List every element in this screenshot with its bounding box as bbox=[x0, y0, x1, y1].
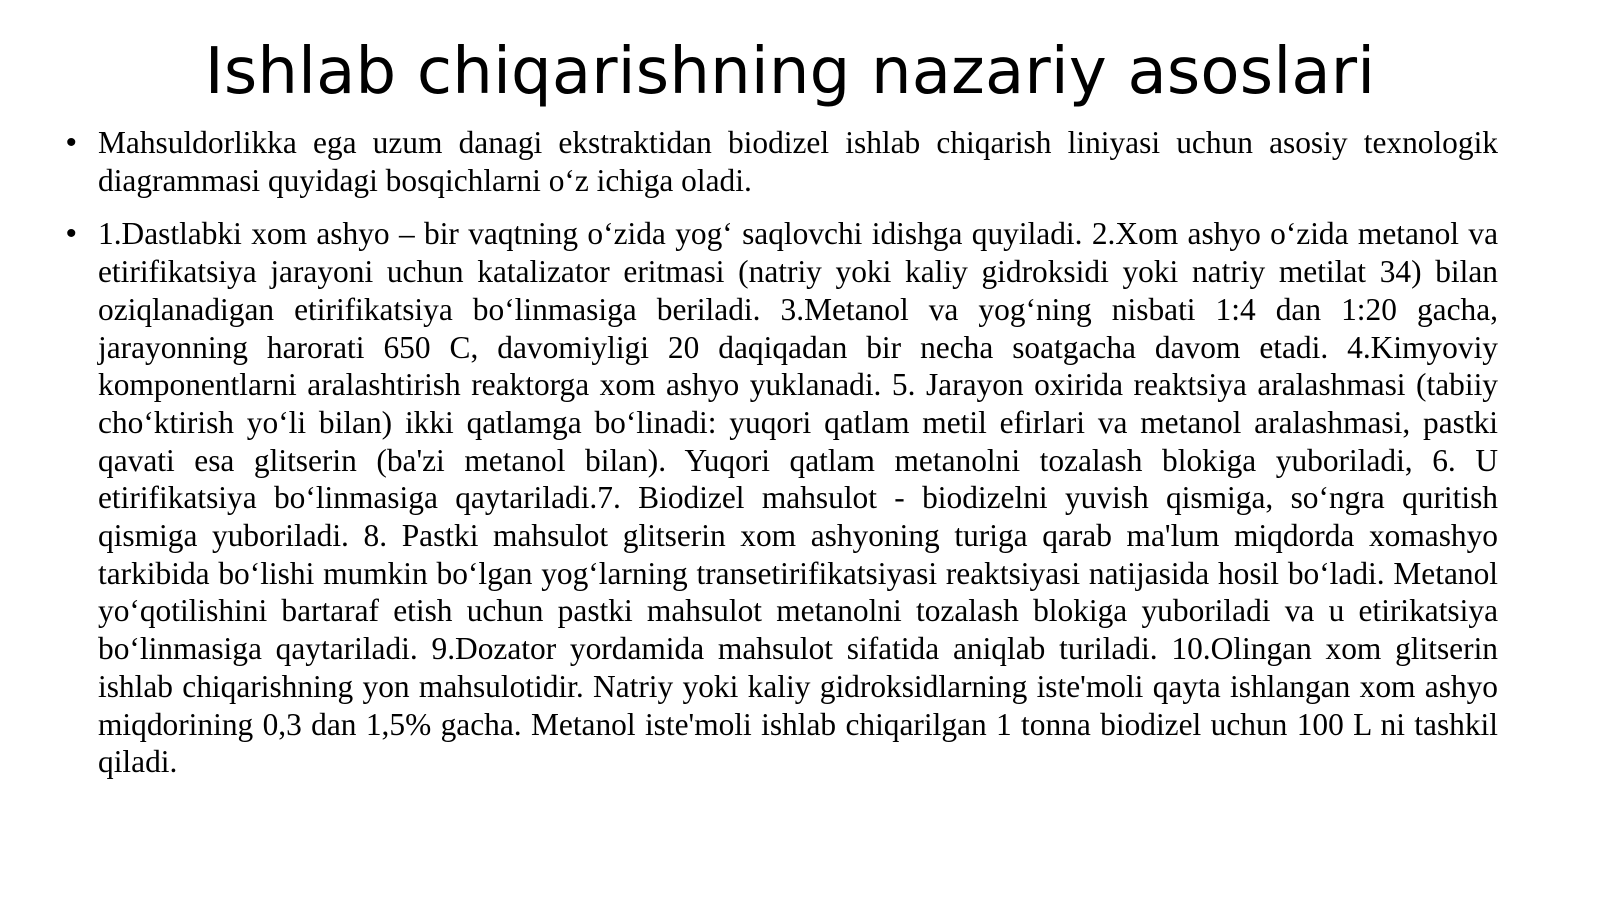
bullet-item-intro bbox=[66, 124, 1498, 199]
bullet-list bbox=[66, 124, 1498, 781]
bullet-text: 1.Dastlabki xom ashyo – bir vaqtning oʻzida yogʻ saqlovchi idishga quyiladi. 2.Xom ashyo oʻzida metanol va etirifikatsiya jarayoni uchun katalizator eritmasi (natriy yoki kaliy gidroksidi yoki natriy metilat 34) bilan oziqlanadigan etirifikatsiya boʻlinmasiga beriladi. 3.Metanol va yogʻning nisbati 1:4 dan 1:20 gacha, jarayonning harorati 650 C, davomiyligi 20 daqiqadan bir necha soatgacha davom etadi. 4.Kimyoviy komponentlarni aralashtirish reaktorga xom ashyo yuklanadi. 5. Jarayon oxirida reaktsiya aralashmasi (tabiiy choʻktirish yoʻli bilan) ikki qatlamga boʻlinadi: yuqori qatlam metil efirlari va metanol aralashmasi, pastki qavati esa glitserin (ba'zi metanol bilan). Yuqori qatlam metanolni tozalash blokiga yuboriladi, 6. U etirifikatsiya boʻlinmasiga qaytariladi.7. Biodizel mahsulot - biodizelni yuvish qismiga, soʻngra quritish qismiga yuboriladi. 8. Pastki mahsulot glitserin xom ashyoning turiga qarab ma'lum miqdorda xomashyo tarkibida boʻlishi mumkin boʻlgan yogʻlarning transetirifikatsiyasi reaktsiyasi natijasida hosil boʻladi. Metanol yoʻqotilishini bartaraf etish uchun pastki mahsulot metanolni tozalash blokiga yuboriladi va u etirikatsiya boʻlinmasiga qaytariladi. 9.Dozator yordamida mahsulot sifatida aniqlab turiladi. 10.Olingan xom glitserin ishlab chiqarishning yon mahsulotidir. Natriy yoki kaliy gidroksidlarning iste'moli qayta ishlangan xom ashyo miqdorining 0,3 dan 1,5% gacha. Metanol iste'moli ishlab chiqarilgan 1 tonna biodizel uchun 100 L ni tashkil qiladi. bbox=[98, 216, 1498, 780]
bullet-item-steps bbox=[66, 215, 1498, 781]
bullet-dot-icon: • bbox=[66, 217, 77, 251]
slide-title: Ishlab chiqarishning nazariy asoslari bbox=[204, 35, 1376, 109]
bullet-text: Mahsuldorlikka ega uzum danagi ekstraktidan biodizel ishlab chiqarish liniyasi uchun asosiy texnologik diagrammasi quyidagi bosqichlarni oʻz ichiga oladi. bbox=[98, 125, 1498, 198]
bullet-dot-icon: • bbox=[66, 126, 77, 159]
